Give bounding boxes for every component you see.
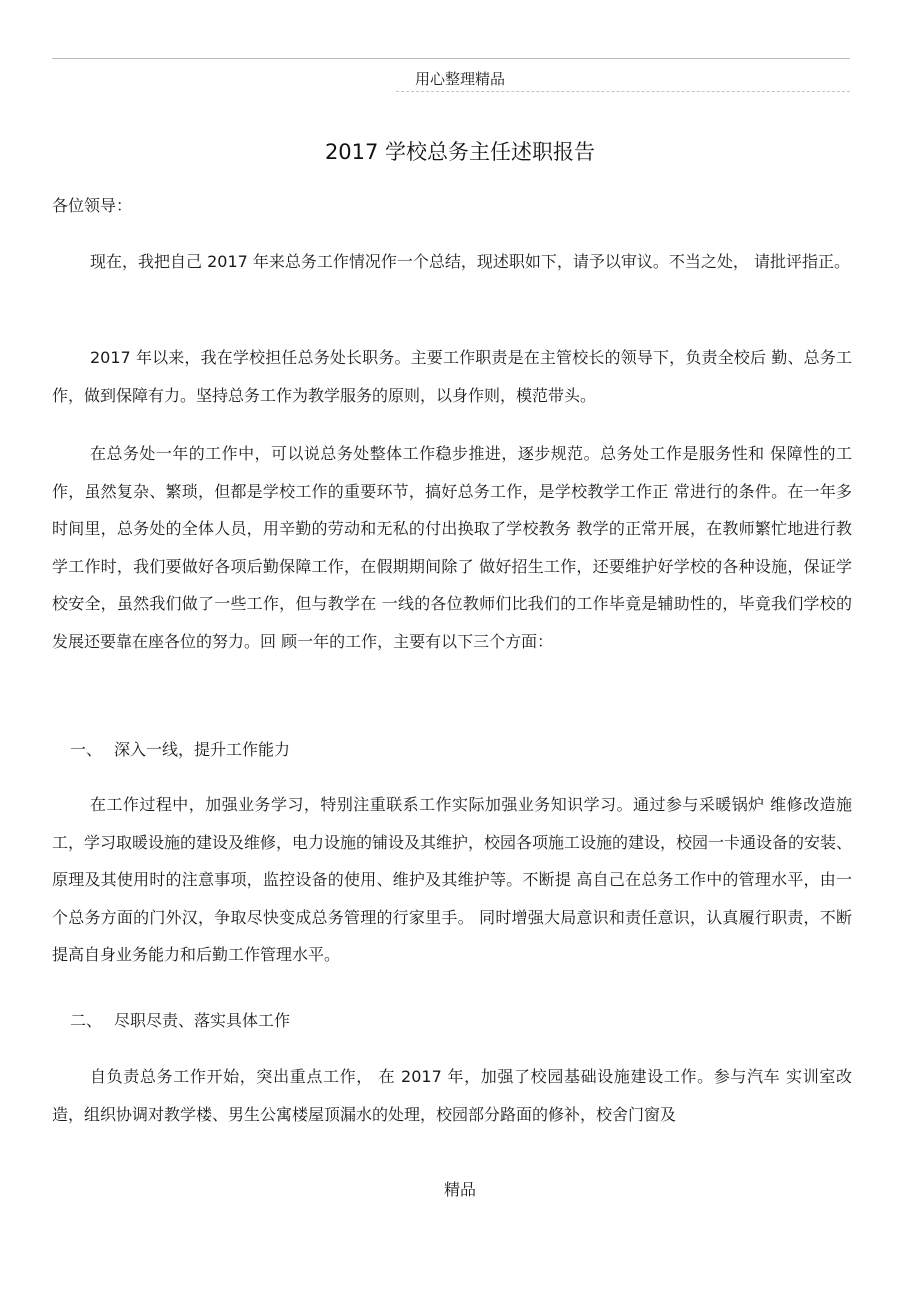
section-heading-1 <box>70 740 290 760</box>
page-header: 用心整理精品 <box>414 70 505 88</box>
section-title: 深入一线，提升工作能力 <box>114 740 291 759</box>
paragraph-section-2: 自负责总务工作开始，突出重点工作， 在 2017 年，加强了校园基础设施建设工作。参与汽车 实训室改造，组织协调对教学楼、男生公寓楼屋顶漏水的处理，校园部分路面的修补，校舍门窗及 <box>52 1067 852 1124</box>
paragraph-intro: 现在，我把自己 2017 年来总务工作情况作一个总结，现述职如下，请予以审议。不当之处， 请批评指正。 <box>90 252 850 271</box>
header-rule-top <box>52 58 850 59</box>
section-number: 二、 <box>70 1011 103 1030</box>
paragraph-overview: 在总务处一年的工作中，可以说总务处整体工作稳步推进，逐步规范。总务处工作是服务性和 保障性的工作，虽然复杂、繁琐，但都是学校工作的重要环节，搞好总务工作，是学校教学工作正 常进行的条件。在一年多时间里，总务处的全体人员，用辛勤的劳动和无私的付出换取了学校教务 教学的正常开展，在教师繁忙地进行教学工作时，我们要做好各项后勤保障工作，在假期期间除了 做好招生工作，还要维护好学校的各种设施，保证学校安全，虽然我们做了一些工作，但与教学在 一线的各位教师们比我们的工作毕竟是辅助性的，毕竟我们学校的发展还要靠在座各位的努力。回 顾一年的工作，主要有以下三个方面： <box>52 444 852 651</box>
page-footer: 精品 <box>443 1180 476 1199</box>
salutation: 各位领导： <box>52 196 133 215</box>
paragraph-section-1: 在工作过程中，加强业务学习，特别注重联系工作实际加强业务知识学习。通过参与采暖锅炉 维修改造施工，学习取暖设施的建设及维修，电力设施的铺设及其维护，校园各项施工设施的建设，校园一卡通设备的安装、原理及其使用时的注意事项，监控设备的使用、维护及其维护等。不断提 高自己在总务工作中的管理水平，由一个总务方面的门外汉，争取尽快变成总务管理的行家里手。 同时增强大局意识和责任意识，认真履行职责，不断提高自身业务能力和后勤工作管理水平。 <box>52 795 853 964</box>
section-heading-2 <box>70 1011 290 1031</box>
document-title: 2017 学校总务主任述职报告 <box>324 140 596 164</box>
paragraph-role: 2017 年以来，我在学校担任总务处长职务。主要工作职责是在主管校长的领导下，负责全校后 勤、总务工作，做到保障有力。坚持总务工作为教学服务的原则，以身作则，模范带头。 <box>52 348 852 405</box>
section-title: 尽职尽责、落实具体工作 <box>114 1011 291 1030</box>
section-number: 一、 <box>70 740 103 759</box>
header-rule-bottom <box>396 91 850 92</box>
